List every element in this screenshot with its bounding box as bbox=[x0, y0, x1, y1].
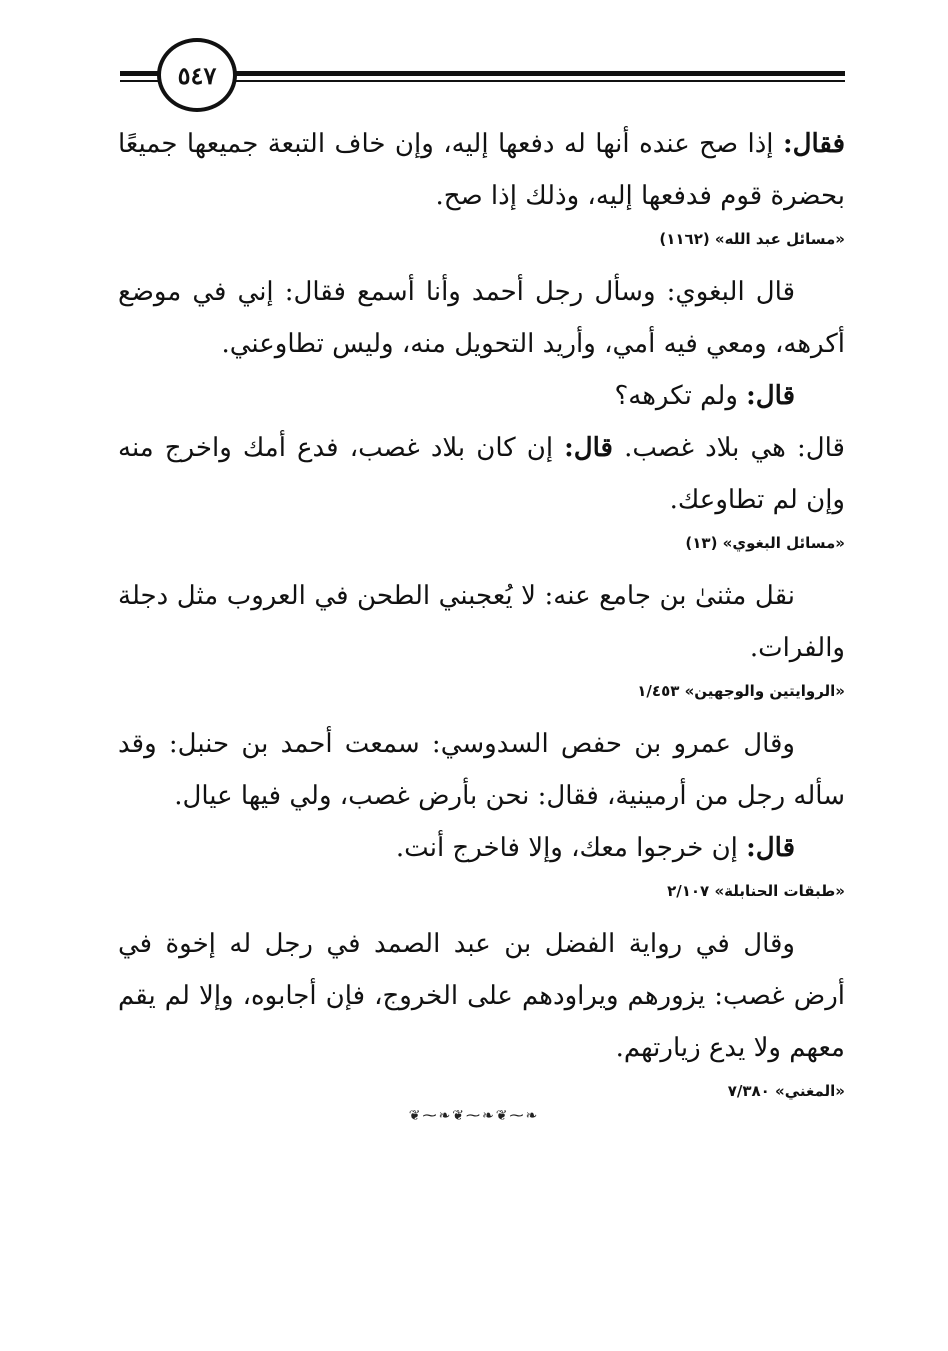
section-ornament: ❦⁓❧❦⁓❧❦⁓❧ bbox=[408, 1108, 540, 1124]
lead-word: قال: bbox=[746, 833, 795, 863]
paragraph-text: إذا صح عنده أنها له دفعها إليه، وإن خاف التبعة جميعها جميعًا بحضرة قوم فدفعها إليه، وذلك إذا صح. bbox=[118, 129, 845, 211]
lead-word: قال: bbox=[746, 381, 795, 411]
paragraph bbox=[118, 422, 845, 526]
paragraph-text: ولم تكرهه؟ bbox=[614, 381, 747, 411]
paragraph bbox=[118, 718, 845, 822]
source-citation: «المغني» ٧/٣٨٠ bbox=[727, 1082, 845, 1100]
source-citation: «مسائل البغوي» (١٣) bbox=[685, 534, 845, 552]
source-citation: «مسائل عبد الله» (١١٦٢) bbox=[659, 230, 845, 248]
lead-word: فقال: bbox=[783, 129, 845, 159]
paragraph-text: قال: هي بلاد غصب. bbox=[612, 433, 845, 463]
source-citation: «الروايتين والوجهين» ١/٤٥٣ bbox=[637, 682, 845, 700]
paragraph bbox=[118, 822, 845, 874]
paragraph-text: إن خرجوا معك، وإلا فاخرج أنت. bbox=[395, 833, 747, 863]
paragraph-text: وقال في رواية الفضل بن عبد الصمد في رجل له إخوة في أرض غصب: يزورهم ويراودهم على الخروج، فإن أجابوه، وإلا لم يقم معهم ولا يدع زيارتهم. bbox=[118, 929, 845, 1063]
page-header bbox=[0, 0, 948, 120]
page-number-badge: ٥٤٧ bbox=[157, 38, 237, 112]
paragraph-text: قال البغوي: وسأل رجل أحمد وأنا أسمع فقال: إني في موضع أكرهه، ومعي فيه أمي، وأريد التحويل منه، وليس تطاوعني. bbox=[118, 277, 845, 359]
paragraph bbox=[118, 370, 845, 422]
paragraph bbox=[118, 918, 845, 1074]
paragraph bbox=[118, 570, 845, 674]
paragraph-text: إن كان بلاد غصب، فدع أمك واخرج منه وإن لم تطاوعك. bbox=[118, 433, 845, 515]
page-body bbox=[118, 118, 845, 1118]
lead-word: قال: bbox=[564, 433, 613, 463]
source-citation: «طبقات الحنابلة» ٢/١٠٧ bbox=[667, 882, 845, 900]
paragraph bbox=[118, 266, 845, 370]
paragraph-text: وقال عمرو بن حفص السدوسي: سمعت أحمد بن حنبل: وقد سأله رجل من أرمينية، فقال: نحن بأرض غصب، ولي فيها عيال. bbox=[118, 729, 845, 811]
paragraph bbox=[118, 118, 845, 222]
paragraph-text: نقل مثنىٰ بن جامع عنه: لا يُعجبني الطحن في العروب مثل دجلة والفرات. bbox=[118, 581, 845, 663]
